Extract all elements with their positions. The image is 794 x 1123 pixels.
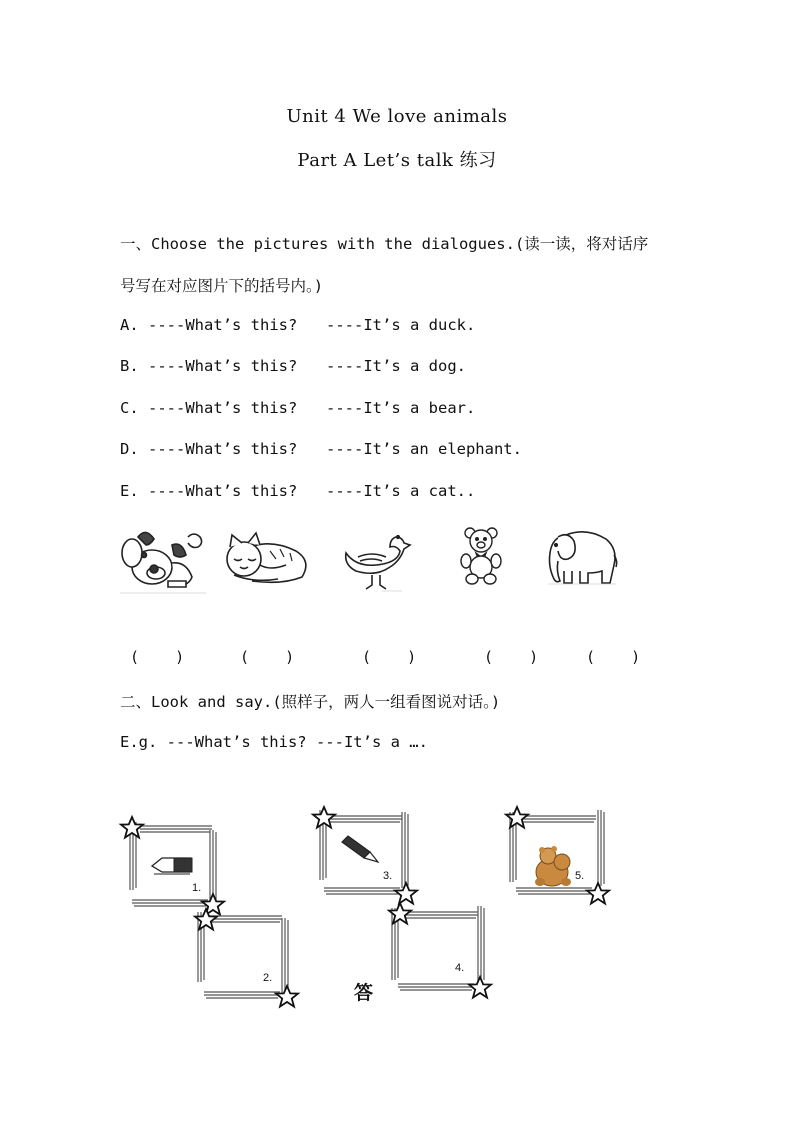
frame-number-1: 1. bbox=[192, 882, 202, 894]
option-letter: D. bbox=[120, 440, 139, 458]
option-answer: ----It’s a dog. bbox=[326, 357, 466, 375]
option-letter: C. bbox=[120, 399, 139, 417]
answer-bracket-3: ( ) bbox=[362, 648, 417, 666]
option-question: ----What’s this? bbox=[148, 399, 298, 417]
option-question: ----What’s this? bbox=[148, 357, 298, 375]
option-question: ----What’s this? bbox=[148, 316, 298, 334]
crayon-icon bbox=[342, 836, 378, 862]
section1-heading-cont: 号写在对应图片下的括号内。) bbox=[120, 277, 324, 295]
section2-heading: 二、Look and say.(照样子，两人一组看图说对话。) bbox=[120, 693, 501, 711]
option-answer: ----It’s a cat.. bbox=[326, 482, 476, 500]
answer-bracket-1: ( ) bbox=[130, 648, 185, 666]
frame-number-4: 4. bbox=[455, 962, 465, 974]
unit-title: Unit 4 We love animals bbox=[286, 106, 508, 127]
option-answer: ----It’s an elephant. bbox=[326, 440, 522, 458]
frame-number-3: 3. bbox=[383, 870, 393, 882]
option-letter: B. bbox=[120, 357, 139, 375]
example-dialogue: E.g. ---What’s this? ---It’s a …. bbox=[120, 733, 428, 751]
frame-number-2: 2. bbox=[263, 972, 273, 984]
bear-icon bbox=[535, 846, 571, 886]
eraser-icon bbox=[152, 858, 192, 874]
answer-bracket-2: ( ) bbox=[240, 648, 295, 666]
answer-bracket-5: ( ) bbox=[586, 648, 641, 666]
option-letter: E. bbox=[120, 482, 139, 500]
option-answer: ----It’s a duck. bbox=[326, 316, 476, 334]
frame-number-5: 5. bbox=[575, 870, 585, 882]
option-question: ----What’s this? bbox=[148, 482, 298, 500]
option-letter: A. bbox=[120, 316, 139, 334]
option-answer: ----It’s a bear. bbox=[326, 399, 476, 417]
answer-label: 答 bbox=[354, 982, 374, 1004]
option-question: ----What’s this? bbox=[148, 440, 298, 458]
lesson-title: Part A Let’s talk 练习 bbox=[297, 150, 497, 171]
section1-heading: 一、Choose the pictures with the dialogues.(读一读，将对话序 bbox=[120, 235, 649, 253]
answer-bracket-4: ( ) bbox=[484, 648, 539, 666]
